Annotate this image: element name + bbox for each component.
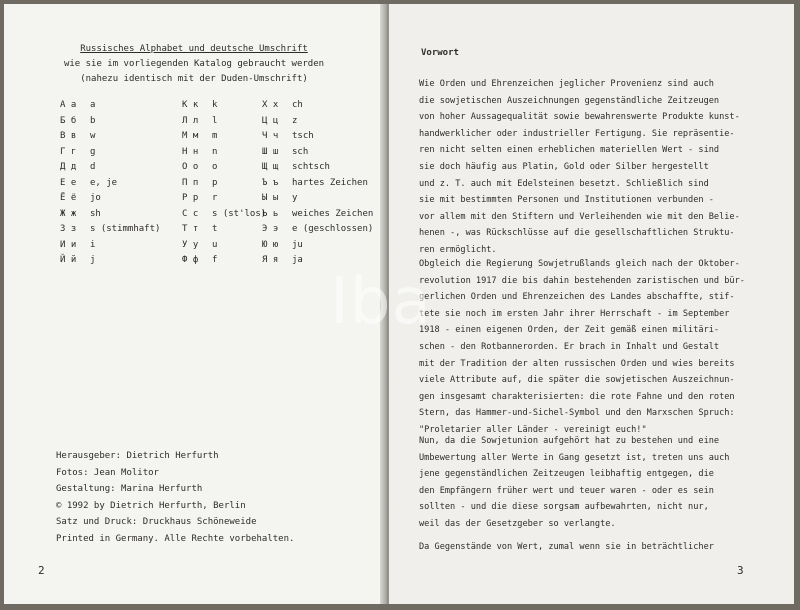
transliteration: g: [90, 146, 96, 157]
foreword-paragraph: [419, 433, 781, 533]
text-line: revolution 1917 die bis dahin bestehenden zaristischen und bür-: [419, 275, 745, 286]
alphabet-subtitle: wie sie im vorliegenden Katalog gebraucht werden: [63, 59, 325, 69]
cyrillic-letter: В в: [60, 131, 77, 141]
cyrillic-letter: З з: [60, 224, 77, 234]
transliteration: i: [90, 239, 96, 250]
cyrillic-letter: Щ щ: [262, 162, 279, 172]
text-line: schen - den Rotbannerorden. Er brach in Inhalt und Gestalt: [419, 341, 720, 352]
imprint: [56, 448, 294, 547]
imprint-line: Satz und Druck: Druckhaus Schöneweide: [56, 517, 257, 527]
transliteration: ju: [292, 239, 303, 250]
transliteration: hartes Zeichen: [292, 177, 368, 188]
transliteration: o: [212, 162, 218, 172]
watermark-logo: Iba: [330, 265, 432, 339]
transliteration: j: [90, 255, 96, 265]
transliteration: schtsch: [292, 162, 330, 172]
text-line: die sowjetischen Auszeichnungen gegenständliche Zeitzeugen: [419, 95, 720, 106]
imprint-line: Fotos: Jean Molitor: [56, 467, 159, 478]
text-line: Nun, da die Sowjetunion aufgehört hat zu bestehen und eine: [419, 436, 720, 446]
cyrillic-letter: Н н: [182, 146, 199, 157]
transliteration: e, je: [90, 177, 118, 188]
cyrillic-letter: А а: [60, 100, 77, 110]
cyrillic-letter: Й й: [60, 255, 77, 265]
transliteration: w: [90, 131, 96, 141]
transliteration: z: [292, 115, 298, 126]
text-line: tete sie noch im ersten Jahr ihrer Herrschaft - im September: [419, 308, 730, 319]
text-line: Da Gegenstände von Wert, zumal wenn sie in beträchtlicher: [419, 542, 714, 552]
transliteration: k: [212, 100, 218, 110]
transliteration: s (stimmhaft): [90, 224, 161, 234]
cyrillic-letter: Ь ь: [262, 208, 279, 219]
cyrillic-letter: Я я: [262, 255, 279, 265]
imprint-line: © 1992 by Dietrich Herfurth, Berlin: [56, 500, 246, 511]
transliteration: ja: [292, 255, 303, 265]
text-line: und z. T. auch mit Edelsteinen besetzt. Schließlich sind: [419, 178, 709, 189]
transliteration: y: [292, 193, 298, 203]
cyrillic-letter: Б б: [60, 115, 77, 126]
cyrillic-letter: Ъ ъ: [262, 177, 279, 188]
cyrillic-letter: Ж ж: [60, 208, 77, 219]
text-line: ren ermöglicht.: [419, 244, 497, 255]
text-line: 1918 - einen eigenen Orden, der Zeit gemäß einen militäri-: [419, 325, 720, 336]
transliteration: a: [90, 100, 96, 110]
cyrillic-letter: Э э: [262, 224, 279, 234]
transliteration: n: [212, 146, 218, 157]
cyrillic-letter: Ы ы: [262, 193, 279, 203]
transliteration: r: [212, 193, 218, 203]
cyrillic-letter: К к: [182, 100, 199, 110]
transliteration: u: [212, 239, 218, 250]
foreword-paragraph: [419, 76, 781, 259]
foreword-paragraph: [419, 256, 781, 439]
text-line: Stern, das Hammer-und-Sichel-Symbol und den Marxschen Spruch:: [419, 408, 735, 419]
alphabet-title: Russisches Alphabet und deutsche Umschrift: [80, 44, 308, 54]
alphabet-table: [60, 98, 380, 278]
transliteration: s (st'los): [212, 208, 267, 219]
text-line: vor allem mit den Stiftern und Verleihenden wie mit den Belie-: [419, 211, 740, 222]
alphabet-title-block: [24, 42, 364, 87]
left-page: [4, 4, 385, 604]
text-line: handwerklicher oder industrieller Fertigung. Sie repräsentie-: [419, 128, 735, 139]
text-line: jene gegenständlichen Zeitzeugen leibhaftig entgegen, die: [419, 469, 714, 480]
page-number-right: 3: [737, 564, 744, 577]
text-line: "Proletarier aller Länder - vereinigt euch!": [419, 424, 647, 435]
text-line: Umbewertung aller Werte in Gang gesetzt ist, treten uns auch: [419, 452, 730, 463]
cyrillic-letter: Ш ш: [262, 146, 279, 157]
transliteration: p: [212, 177, 218, 188]
imprint-line: Herausgeber: Dietrich Herfurth: [56, 451, 219, 461]
transliteration: ch: [292, 100, 303, 110]
text-line: Obgleich die Regierung Sowjetrußlands gleich nach der Oktober-: [419, 259, 740, 269]
transliteration: l: [212, 115, 218, 126]
foreword-paragraph: [419, 539, 781, 556]
transliteration: weiches Zeichen: [292, 208, 374, 219]
imprint-line: Printed in Germany. Alle Rechte vorbehalten.: [56, 533, 295, 544]
cyrillic-letter: Р р: [182, 193, 199, 203]
text-line: sollten - und die diese sorgsam aufbewahrten, nicht nur,: [419, 502, 709, 513]
text-line: gen insgesamt charakterisierten: die rote Fahne und den roten: [419, 391, 735, 402]
text-line: weil das der Gesetzgeber so verlangte.: [419, 518, 616, 529]
cyrillic-letter: Д д: [60, 162, 77, 172]
transliteration: sch: [292, 146, 309, 157]
cyrillic-letter: Л л: [182, 115, 199, 126]
text-line: den Empfängern früher wert und teuer waren - oder es sein: [419, 485, 714, 496]
cyrillic-letter: Ц ц: [262, 115, 279, 126]
text-line: viele Attribute auf, die später die sowjetischen Auszeichnun-: [419, 375, 735, 386]
cyrillic-letter: О о: [182, 162, 199, 172]
transliteration: sh: [90, 208, 101, 219]
text-line: von hoher Aussagequalität sowie bewahrenswerte Produkte kunst-: [419, 112, 740, 123]
foreword-heading: Vorwort: [421, 48, 459, 58]
cyrillic-letter: Е е: [60, 177, 77, 188]
transliteration: b: [90, 115, 96, 126]
cyrillic-letter: П п: [182, 177, 199, 188]
text-line: mit der Tradition der alten russischen Orden und wies bereits: [419, 358, 735, 369]
cyrillic-letter: С с: [182, 208, 199, 219]
transliteration: m: [212, 131, 218, 141]
cyrillic-letter: Ю ю: [262, 239, 279, 250]
cyrillic-letter: И и: [60, 239, 77, 250]
cyrillic-letter: Х х: [262, 100, 279, 110]
alphabet-subtitle-note: (nahezu identisch mit der Duden-Umschrift): [80, 74, 308, 84]
cyrillic-letter: Г г: [60, 146, 77, 157]
transliteration: f: [212, 255, 218, 265]
cyrillic-letter: Ч ч: [262, 131, 279, 141]
cyrillic-letter: М м: [182, 131, 199, 141]
cyrillic-letter: Т т: [182, 224, 199, 234]
text-line: sie doch häufig aus Platin, Gold oder Silber hergestellt: [419, 161, 709, 172]
right-page: [389, 4, 794, 604]
text-line: henen -, was Rückschlüsse auf die gesellschaftlichen Struktu-: [419, 228, 735, 239]
imprint-line: Gestaltung: Marina Herfurth: [56, 484, 203, 494]
text-line: gerlichen Orden und Ehrenzeichen des Landes abschaffte, stif-: [419, 292, 735, 303]
transliteration: t: [212, 224, 218, 234]
transliteration: jo: [90, 193, 101, 203]
text-line: ren nicht selten einen erheblichen materiellen Wert - sind: [419, 145, 720, 156]
cyrillic-letter: Ё ё: [60, 193, 77, 203]
transliteration: d: [90, 162, 96, 172]
cyrillic-letter: У у: [182, 239, 199, 250]
cyrillic-letter: Ф ф: [182, 255, 199, 265]
text-line: sie mit bestimmten Personen und Institutionen verbunden -: [419, 195, 714, 206]
page-number-left: 2: [38, 564, 45, 577]
text-line: Wie Orden und Ehrenzeichen jeglicher Provenienz sind auch: [419, 79, 714, 89]
transliteration: e (geschlossen): [292, 224, 374, 234]
transliteration: tsch: [292, 131, 314, 141]
